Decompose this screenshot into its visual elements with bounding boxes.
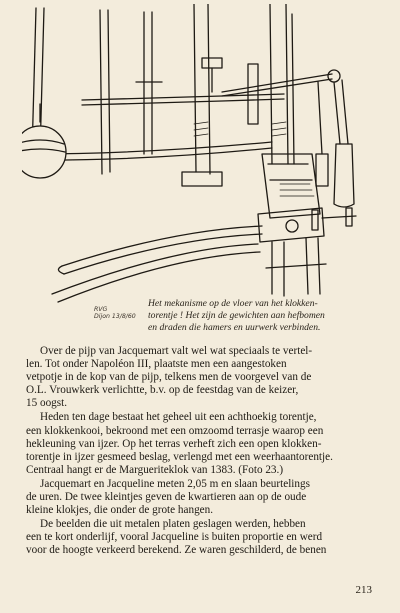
text-line: 15 oogst. xyxy=(26,397,68,410)
text-line: De beelden die uit metalen platen geslagen werden, hebben xyxy=(40,518,306,531)
paragraph xyxy=(26,518,376,557)
caption-line: en draden die hamers en uurwerk verbinden. xyxy=(148,322,321,334)
text-line: hekleuning van ijzer. Op het terras verheft zich een open klokken- xyxy=(26,437,322,450)
signature-line: Dijon 13/8/60 xyxy=(94,313,136,320)
text-line: O.L. Vrouwkerk verlichtte, b.v. op de feestdag van de keizer, xyxy=(26,384,299,397)
text-line: vetpotje in de kop van de pijp, telkens men de voorgevel van de xyxy=(26,371,312,384)
text-line: Heden ten dage bestaat het geheel uit een achthoekig torentje, xyxy=(40,411,317,424)
body-text xyxy=(26,345,376,559)
text-line: Over de pijp van Jacquemart valt wel wat speciaals te vertel- xyxy=(40,345,313,357)
text-line: een klokkenkooi, bekroond met een omzoomd terrasje waarop een xyxy=(26,424,324,437)
caption-line: Het mekanisme op de vloer van het klokken- xyxy=(148,298,318,309)
figure-caption xyxy=(148,298,388,335)
text-line: Centraal hangt er de Margueriteklok van 1383. (Foto 23.) xyxy=(26,463,284,476)
text-line: len. Tot onder Napoléon III, plaatste men een aangestoken xyxy=(26,358,287,371)
artist-signature xyxy=(94,306,154,320)
text-line: voor de hoogte verkeerd berekend. Ze waren geschilderd, de benen xyxy=(26,544,327,557)
page-number: 213 xyxy=(355,584,372,596)
signature-line: RVG xyxy=(94,306,108,313)
text-line: Jacquemart en Jacqueline meten 2,05 m en slaan beurtelings xyxy=(40,477,310,490)
paragraph xyxy=(26,478,376,517)
text-line: een te kort onderlijf, vooral Jacqueline is buiten proportie en werd xyxy=(26,531,323,544)
text-line: kleine klokjes, die onder de grote hangen. xyxy=(26,504,214,517)
text-line: de uren. De twee kleintjes geven de kwartieren aan op de oude xyxy=(26,491,307,504)
paragraph xyxy=(26,345,376,410)
caption-line: torentje ! Het zijn de gewichten aan hefbomen xyxy=(148,310,325,322)
paragraph xyxy=(26,411,376,476)
clock-mechanism-illustration xyxy=(22,4,382,304)
text-line: torentje in ijzer gesmeed beslag, verlengd met een weerhaantorentje. xyxy=(26,450,333,463)
